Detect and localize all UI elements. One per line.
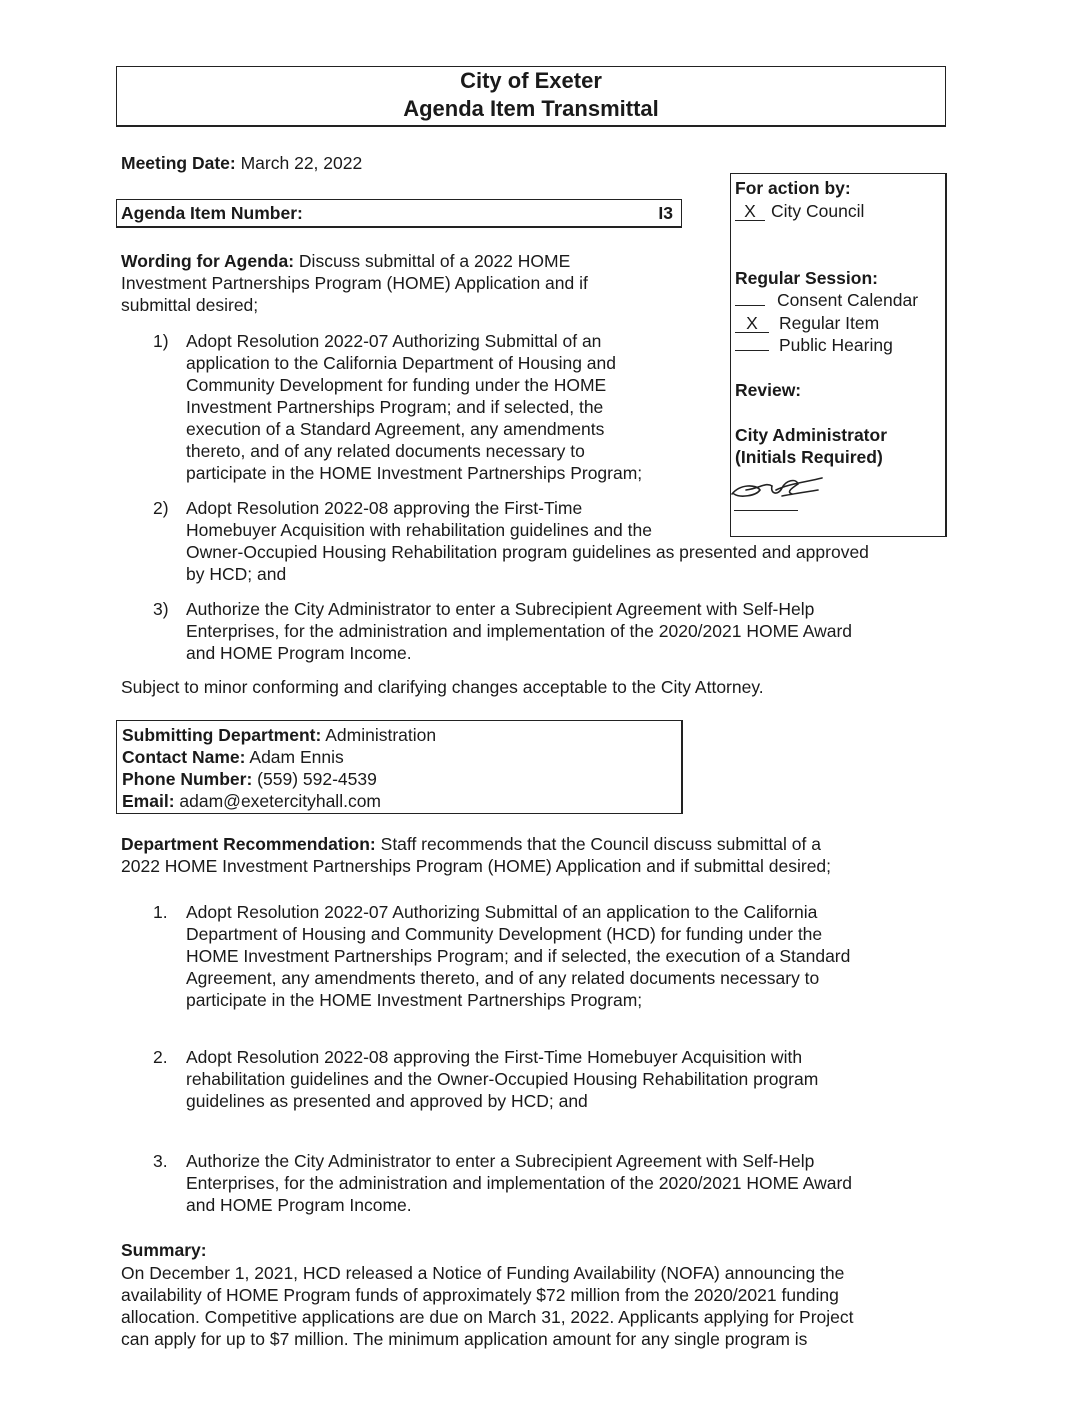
item-number: 1) (153, 331, 169, 351)
recommendation-intro-line: 2022 HOME Investment Partnerships Program (HOME) Application and if submittal desired; (121, 856, 832, 876)
phone-row (122, 768, 377, 790)
meeting-date-label: Meeting Date (121, 153, 230, 173)
summary-line: On December 1, 2021, HCD released a Notice of Funding Availability (NOFA) announcing the (121, 1263, 845, 1283)
city-council-row (735, 200, 864, 222)
item-line: participate in the HOME Investment Partnerships Program; (186, 990, 643, 1010)
signature-line (734, 510, 798, 511)
contact-name-label: Contact Name: (122, 747, 246, 767)
item-line: Enterprises, for the administration and implementation of the 2020/2021 HOME Award (186, 1173, 853, 1193)
item-line: Agreement, any amendments thereto, and of any related documents necessary to (186, 968, 820, 988)
city-council-label: City Council (771, 201, 865, 221)
admin-label-1: City Administrator (735, 425, 888, 445)
recommendation-label: Department Recommendation: (121, 834, 376, 854)
item-line: Community Development for funding under the HOME (186, 375, 607, 395)
item-line: and HOME Program Income. (186, 1195, 412, 1215)
item-number: 3. (153, 1151, 168, 1171)
admin-label-2: (Initials Required) (735, 447, 883, 467)
wording-intro-line: Investment Partnerships Program (HOME) Application and if (121, 273, 588, 293)
wording-intro-line: submittal desired; (121, 295, 259, 315)
phone-value: (559) 592-4539 (257, 769, 377, 789)
email-row (122, 790, 381, 812)
option-regular-item (735, 312, 879, 334)
option-public-hearing (735, 334, 893, 356)
agenda-item-box (116, 199, 682, 228)
item-number: 3) (153, 599, 169, 619)
contact-box (116, 720, 683, 814)
summary-line: can apply for up to $7 million. The minimum application amount for any single program is (121, 1329, 808, 1349)
item-line: thereto, and of any related documents necessary to (186, 441, 585, 461)
title-line-2: Agenda Item Transmittal (403, 96, 659, 121)
item-line: guidelines as presented and approved by HCD; and (186, 1091, 588, 1111)
signature-initials-icon (726, 470, 826, 510)
dept-label: Submitting Department: (122, 725, 322, 745)
wording-label: Wording for Agenda: (121, 251, 295, 271)
subject-line: Subject to minor conforming and clarifying changes acceptable to the City Attorney. (121, 677, 764, 697)
recommendation-intro: Staff recommends that the Council discuss submittal of a (380, 834, 821, 854)
item-line: Investment Partnerships Program; and if selected, the (186, 397, 604, 417)
recommendation-line-1 (121, 833, 821, 855)
dept-value: Administration (325, 725, 437, 745)
item-line: Adopt Resolution 2022-08 approving the First-Time Homebuyer Acquisition with (186, 1047, 803, 1067)
item-line: Authorize the City Administrator to enter a Subrecipient Agreement with Self-Help (186, 1151, 815, 1171)
item-line: application to the California Department of Housing and (186, 353, 616, 373)
title-line-1: City of Exeter (460, 68, 602, 93)
option-label: Regular Item (779, 313, 880, 333)
option-label: Consent Calendar (777, 290, 919, 310)
item-line: Enterprises, for the administration and implementation of the 2020/2021 HOME Award (186, 621, 853, 641)
wording-line-1 (121, 250, 570, 272)
contact-name-row (122, 746, 344, 768)
item-line: Owner-Occupied Housing Rehabilitation program guidelines as presented and approved (186, 542, 869, 562)
title-box (116, 66, 946, 127)
review-label: Review: (735, 380, 802, 400)
option-mark (735, 305, 765, 306)
regular-session-label: Regular Session: (735, 268, 878, 288)
item-line: Homebuyer Acquisition with rehabilitation guidelines and the (186, 520, 652, 540)
summary-line: allocation. Competitive applications are due on March 31, 2022. Applicants applying for Project (121, 1307, 854, 1327)
item-line: by HCD; and (186, 564, 287, 584)
option-mark (735, 350, 769, 351)
item-line: rehabilitation guidelines and the Owner-Occupied Housing Rehabilitation program (186, 1069, 819, 1089)
summary-line: availability of HOME Program funds of approximately $72 million from the 2020/2021 funding (121, 1285, 839, 1305)
meeting-date: Meeting Date: March 22, 2022 (121, 153, 363, 173)
item-number: 2) (153, 498, 169, 518)
item-line: Adopt Resolution 2022-08 approving the First-Time (186, 498, 583, 518)
dept-row (122, 724, 436, 746)
meeting-date-value: March 22, 2022 (240, 153, 363, 173)
item-line: execution of a Standard Agreement, any amendments (186, 419, 605, 439)
item-line: Authorize the City Administrator to enter a Subrecipient Agreement with Self-Help (186, 599, 815, 619)
option-consent-calendar (735, 289, 918, 311)
agenda-item-number: I3 (658, 203, 673, 223)
item-line: Department of Housing and Community Development (HCD) for funding under the (186, 924, 823, 944)
city-council-mark: X (735, 202, 765, 221)
wording-intro: Discuss submittal of a 2022 HOME (298, 251, 571, 271)
item-line: and HOME Program Income. (186, 643, 412, 663)
contact-name-value: Adam Ennis (249, 747, 344, 767)
item-number: 2. (153, 1047, 168, 1067)
email-label: Email: (122, 791, 175, 811)
summary-label: Summary: (121, 1240, 207, 1260)
item-line: Adopt Resolution 2022-07 Authorizing Submittal of an application to the California (186, 902, 818, 922)
phone-label: Phone Number: (122, 769, 253, 789)
option-label: Public Hearing (779, 335, 893, 355)
item-line: participate in the HOME Investment Partnerships Program; (186, 463, 643, 483)
agenda-item-label: Agenda Item Number: (121, 203, 303, 223)
email-value: adam@exetercityhall.com (179, 791, 381, 811)
item-number: 1. (153, 902, 168, 922)
item-line: HOME Investment Partnerships Program; and if selected, the execution of a Standard (186, 946, 851, 966)
option-mark: X (735, 314, 769, 333)
item-line: Adopt Resolution 2022-07 Authorizing Submittal of an (186, 331, 602, 351)
for-action-label: For action by: (735, 178, 851, 198)
